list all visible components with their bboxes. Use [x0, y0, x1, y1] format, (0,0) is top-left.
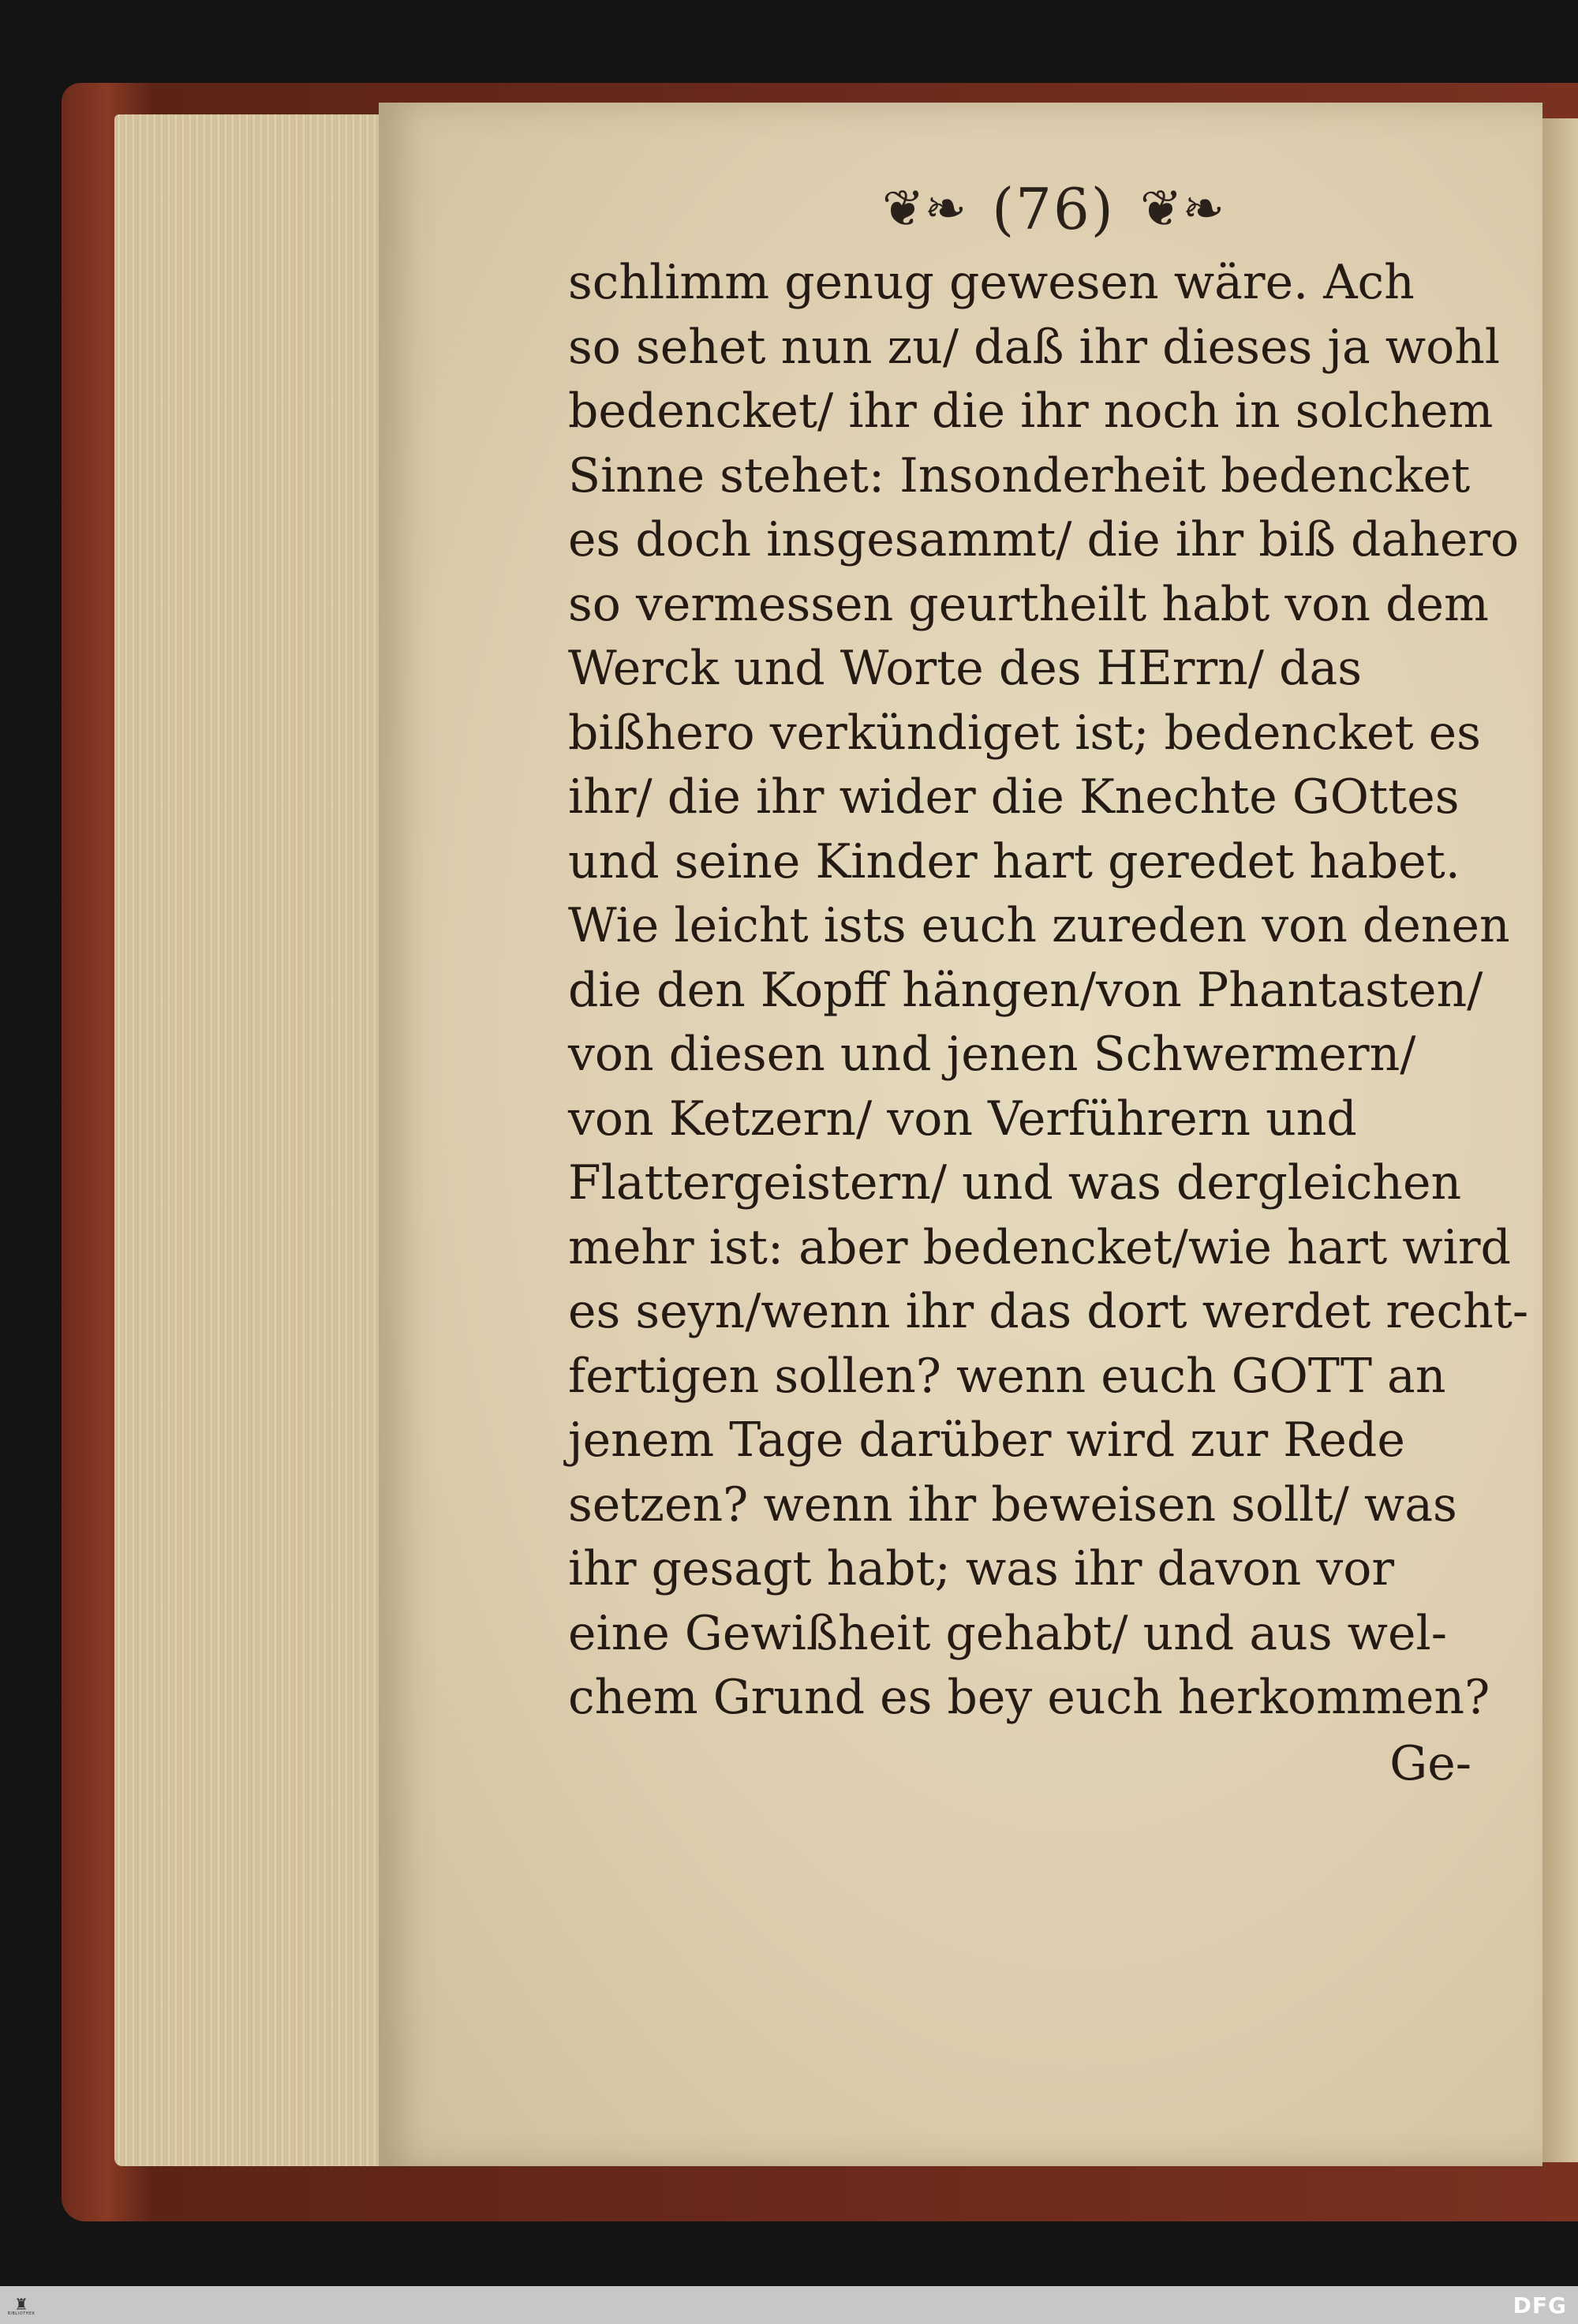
text-line: von Ketzern/ von Verführern und — [568, 1091, 1357, 1147]
text-line: Werck und Worte des HErrn/ das — [568, 641, 1363, 696]
text-line: es doch insgesammt/ die ihr biß dahero — [568, 512, 1520, 567]
text-line: so vermessen geurtheilt habt von dem — [568, 576, 1489, 632]
page-number: (76) — [992, 176, 1115, 242]
library-logo-text: BIBLIOTHEK — [7, 2311, 36, 2316]
catchword: Ge- — [1389, 1736, 1471, 1791]
viewer-footer — [0, 2286, 1578, 2324]
text-line: chem Grund es bey euch herkommen? — [568, 1670, 1490, 1725]
text-line: jenem Tage darüber wird zur Rede — [568, 1413, 1405, 1468]
facing-page-edge — [1542, 118, 1578, 2162]
text-line: fertigen sollen? wenn euch GOTT an — [568, 1348, 1446, 1404]
text-line: es seyn/wenn ihr das dort werdet recht- — [568, 1284, 1529, 1339]
text-line: bedencket/ ihr die ihr noch in solchem — [568, 384, 1494, 439]
right-ornament-icon: ❦❧ — [1139, 180, 1225, 238]
text-line: ihr/ die ihr wider die Knechte GOttes — [568, 769, 1460, 825]
text-line: mehr ist: aber bedencket/wie hart wird — [568, 1219, 1511, 1275]
page-header — [844, 170, 1262, 249]
text-line: von diesen und jenen Schwermern/ — [568, 1027, 1416, 1082]
castle-icon: ♜ — [14, 2294, 28, 2314]
body-text — [568, 251, 1529, 1731]
text-line: ihr gesagt habt; was ihr davon vor — [568, 1541, 1395, 1596]
text-line: Wie leicht ists euch zureden von denen — [568, 898, 1510, 953]
text-line: Sinne stehet: Insonderheit bedencket — [568, 447, 1471, 503]
text-line: eine Gewißheit gehabt/ und aus wel- — [568, 1605, 1448, 1661]
left-ornament-icon: ❦❧ — [881, 180, 967, 238]
text-line: schlimm genug gewesen wäre. Ach — [568, 255, 1415, 310]
text-line: setzen? wenn ihr beweisen sollt/ was — [568, 1476, 1457, 1532]
text-line: Flattergeistern/ und was dergleichen — [568, 1155, 1462, 1211]
dfg-logo[interactable]: DFG — [1513, 2292, 1567, 2318]
text-line: die den Kopff hängen/von Phantasten/ — [568, 962, 1483, 1018]
text-line: so sehet nun zu/ daß ihr dieses ja wohl — [568, 319, 1501, 375]
text-line: und seine Kinder hart geredet habet. — [568, 833, 1460, 889]
text-line: bißhero verkündiget ist; bedencket es — [568, 705, 1481, 761]
library-logo[interactable] — [6, 2292, 36, 2319]
page-edges — [114, 114, 398, 2166]
